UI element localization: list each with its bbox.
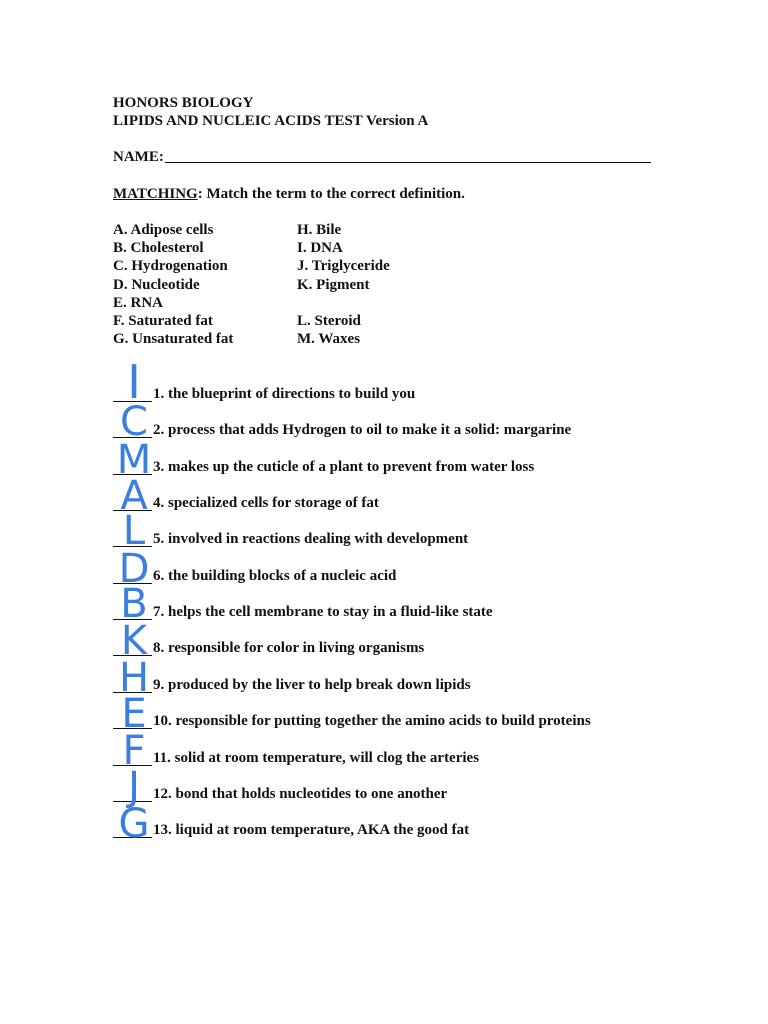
handwritten-answer: I: [127, 355, 141, 409]
question-text: 9. produced by the liver to help break down lipids: [153, 677, 471, 693]
question-text: 2. process that adds Hydrogen to oil to make it a solid: margarine: [153, 422, 572, 438]
handwritten-answer: L: [122, 508, 146, 554]
handwritten-answer: B: [120, 581, 148, 627]
term-d: D. Nucleotide: [113, 277, 200, 293]
question-row: [113, 747, 673, 769]
term-c: C. Hydrogenation: [113, 258, 228, 274]
question-text: 11. solid at room temperature, will clog the arteries: [153, 750, 480, 766]
question-text: 1. the blueprint of directions to build you: [153, 386, 416, 402]
question-text: 6. the building blocks of a nucleic acid: [153, 568, 397, 584]
question-row: [113, 674, 673, 696]
term-a: A. Adipose cells: [113, 222, 214, 238]
handwritten-answer: K: [120, 618, 148, 664]
question-row: [113, 456, 673, 478]
question-text: 4. specialized cells for storage of fat: [153, 495, 379, 511]
handwritten-answer: M: [116, 437, 152, 483]
question-row: [113, 419, 673, 441]
question-row: [113, 601, 673, 623]
test-title: LIPIDS AND NUCLEIC ACIDS TEST Version A: [113, 113, 429, 129]
handwritten-answer: C: [120, 399, 148, 445]
question-text: 7. helps the cell membrane to stay in a fluid-like state: [153, 604, 493, 620]
question-text: 5. involved in reactions dealing with development: [153, 531, 469, 547]
question-row: [113, 383, 673, 405]
term-j: J. Triglyceride: [297, 258, 390, 274]
question-row: [113, 783, 673, 805]
handwritten-answer: A: [120, 473, 148, 519]
term-i: I. DNA: [297, 240, 343, 256]
term-l: L. Steroid: [297, 313, 361, 329]
question-row: [113, 565, 673, 587]
question-text: 12. bond that holds nucleotides to one another: [153, 786, 448, 802]
question-row: [113, 710, 673, 732]
handwritten-answer: D: [118, 546, 150, 592]
term-e: E. RNA: [113, 295, 164, 311]
question-row: [113, 819, 673, 841]
instructions-text: : Match the term to the correct definition.: [197, 186, 465, 202]
question-row: [113, 528, 673, 550]
question-text: 10. responsible for putting together the amino acids to build proteins: [153, 713, 591, 729]
term-m: M. Waxes: [297, 331, 361, 347]
term-g: G. Unsaturated fat: [113, 331, 234, 347]
handwritten-answer: G: [118, 801, 150, 847]
question-row: [113, 492, 673, 514]
handwritten-answer: E: [121, 691, 147, 737]
question-text: 3. makes up the cuticle of a plant to prevent from water loss: [153, 459, 535, 475]
handwritten-answer: F: [122, 728, 146, 774]
term-k: K. Pigment: [297, 277, 370, 293]
term-b: B. Cholesterol: [113, 240, 204, 256]
question-text: 8. responsible for color in living organisms: [153, 640, 425, 656]
matching-label: MATCHING: [113, 186, 198, 202]
question-row: [113, 637, 673, 659]
instructions: [113, 185, 465, 203]
term-h: H. Bile: [297, 222, 342, 238]
course-title: HONORS BIOLOGY: [113, 95, 254, 111]
handwritten-answer: H: [118, 655, 150, 701]
term-f: F. Saturated fat: [113, 313, 213, 329]
question-text: 13. liquid at room temperature, AKA the good fat: [153, 822, 470, 838]
handwritten-answer: J: [128, 764, 140, 810]
name-label: NAME:: [113, 149, 164, 165]
name-field-line[interactable]: [165, 162, 651, 163]
